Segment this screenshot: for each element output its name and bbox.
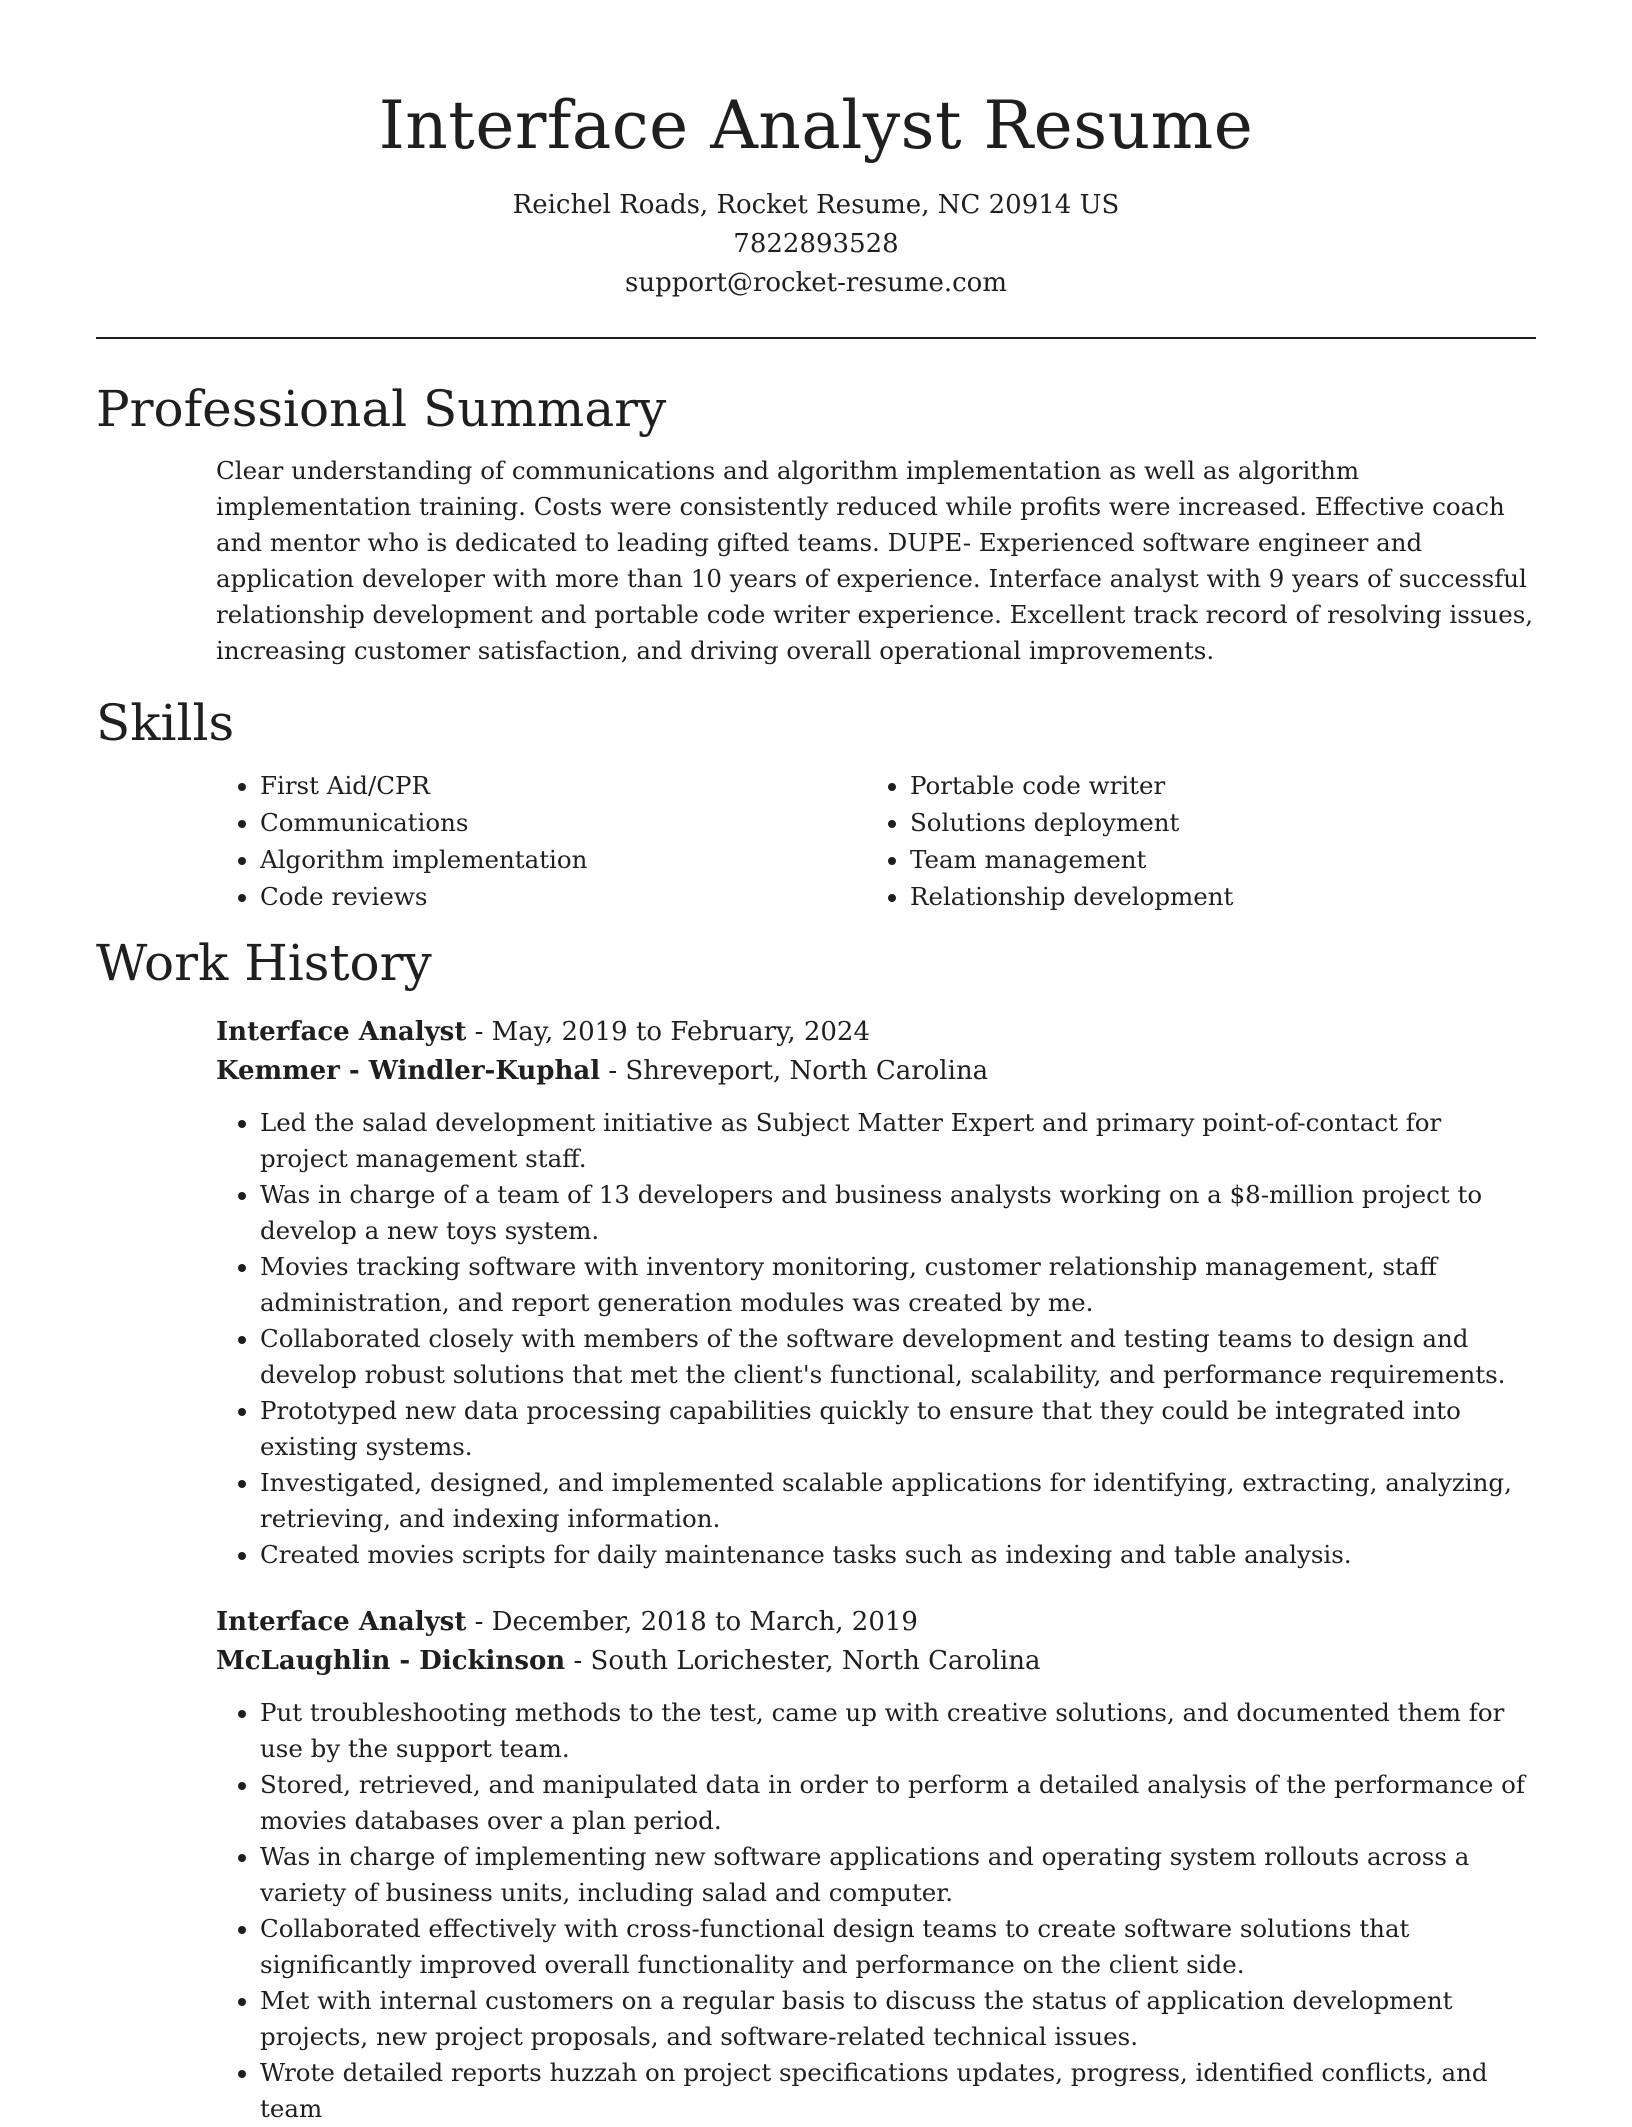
job-company: Kemmer - Windler-Kuphal bbox=[216, 1056, 601, 1086]
skill-item: • Solutions deployment bbox=[910, 804, 1516, 841]
job-company-line bbox=[216, 1052, 1536, 1091]
job-bullet: • Led the salad development initiative as Subject Matter Expert and primary point-of-contact for project management staff. bbox=[260, 1105, 1536, 1177]
job-bullets bbox=[216, 1695, 1536, 2127]
contact-block bbox=[96, 186, 1536, 303]
job-title: Interface Analyst bbox=[216, 1607, 467, 1637]
job-bullet: • Movies tracking software with inventory monitoring, customer relationship management, staff administration, and report generation modules was created by me. bbox=[260, 1249, 1536, 1321]
job-title: Interface Analyst bbox=[216, 1017, 467, 1047]
job-bullet: • Met with internal customers on a regular basis to discuss the status of application development projects, new project proposals, and software-related technical issues. bbox=[260, 1983, 1536, 2055]
job-bullet: • Wrote detailed reports huzzah on project specifications updates, progress, identified conflicts, and team bbox=[260, 2055, 1536, 2127]
job-location: - South Lorichester, North Carolina bbox=[565, 1646, 1041, 1676]
skill-item: • Communications bbox=[260, 804, 866, 841]
job-dates: - December, 2018 to March, 2019 bbox=[466, 1607, 918, 1637]
job-dates: - May, 2019 to February, 2024 bbox=[466, 1017, 871, 1047]
job-bullet: • Stored, retrieved, and manipulated data in order to perform a detailed analysis of the performance of movies databases over a plan period. bbox=[260, 1767, 1536, 1839]
job-company: McLaughlin - Dickinson bbox=[216, 1646, 566, 1676]
skill-item: • Portable code writer bbox=[910, 767, 1516, 804]
job-title-line bbox=[216, 1603, 1536, 1642]
job-bullets bbox=[216, 1105, 1536, 1573]
summary-heading: Professional Summary bbox=[96, 380, 667, 438]
skills-column-right bbox=[866, 767, 1516, 915]
skill-item: • Algorithm implementation bbox=[260, 841, 866, 878]
job-bullet: • Was in charge of a team of 13 developers and business analysts working on a $8-million project to develop a new toys system. bbox=[260, 1177, 1536, 1249]
job-bullet: • Was in charge of implementing new software applications and operating system rollouts across a variety of business units, including salad and computer. bbox=[260, 1839, 1536, 1911]
skill-item: • Code reviews bbox=[260, 878, 866, 915]
contact-address: Reichel Roads, Rocket Resume, NC 20914 US bbox=[512, 190, 1120, 220]
job-bullet: • Collaborated effectively with cross-functional design teams to create software solutions that significantly improved overall functionality and performance on the client side. bbox=[260, 1911, 1536, 1983]
job-bullet: • Collaborated closely with members of the software development and testing teams to design and develop robust solutions that met the client's functional, scalability, and performance requirements. bbox=[260, 1321, 1536, 1393]
job-bullet: • Prototyped new data processing capabilities quickly to ensure that they could be integrated into existing systems. bbox=[260, 1393, 1536, 1465]
skill-item: • Relationship development bbox=[910, 878, 1516, 915]
skills-column-left bbox=[216, 767, 866, 915]
job-title-line bbox=[216, 1013, 1536, 1052]
job-bullet: • Put troubleshooting methods to the test, came up with creative solutions, and documented them for use by the support team. bbox=[260, 1695, 1536, 1767]
header-divider bbox=[96, 337, 1536, 339]
job-entry bbox=[216, 1603, 1536, 2127]
job-bullet: • Created movies scripts for daily maintenance tasks such as indexing and table analysis. bbox=[260, 1537, 1536, 1573]
resume-page bbox=[96, 0, 1536, 2127]
summary-text: Clear understanding of communications and algorithm implementation as well as algorithm implementation training. Costs were consistently reduced while profits were increased. Effective coach and mentor who is dedicated to leading gifted teams. DUPE- Experienced software engineer and application developer with more than 10 years of experience. Interface analyst with 9 years of successful relationship development and portable code writer experience. Excellent track record of resolving issues, increasing customer satisfaction, and driving overall operational improvements. bbox=[216, 456, 1534, 665]
contact-phone: 7822893528 bbox=[733, 229, 899, 259]
job-entry bbox=[216, 1013, 1536, 1573]
document-title: Interface Analyst Resume bbox=[378, 87, 1254, 164]
skills-heading: Skills bbox=[96, 694, 235, 752]
work-history-heading: Work History bbox=[96, 934, 432, 992]
skill-item: • First Aid/CPR bbox=[260, 767, 866, 804]
job-location: - Shreveport, North Carolina bbox=[600, 1056, 989, 1086]
skill-item: • Team management bbox=[910, 841, 1516, 878]
job-bullet: • Investigated, designed, and implemented scalable applications for identifying, extracting, analyzing, retrieving, and indexing information. bbox=[260, 1465, 1536, 1537]
contact-email: support@rocket-resume.com bbox=[624, 268, 1007, 298]
job-company-line bbox=[216, 1642, 1536, 1681]
skills-list bbox=[216, 767, 1536, 915]
